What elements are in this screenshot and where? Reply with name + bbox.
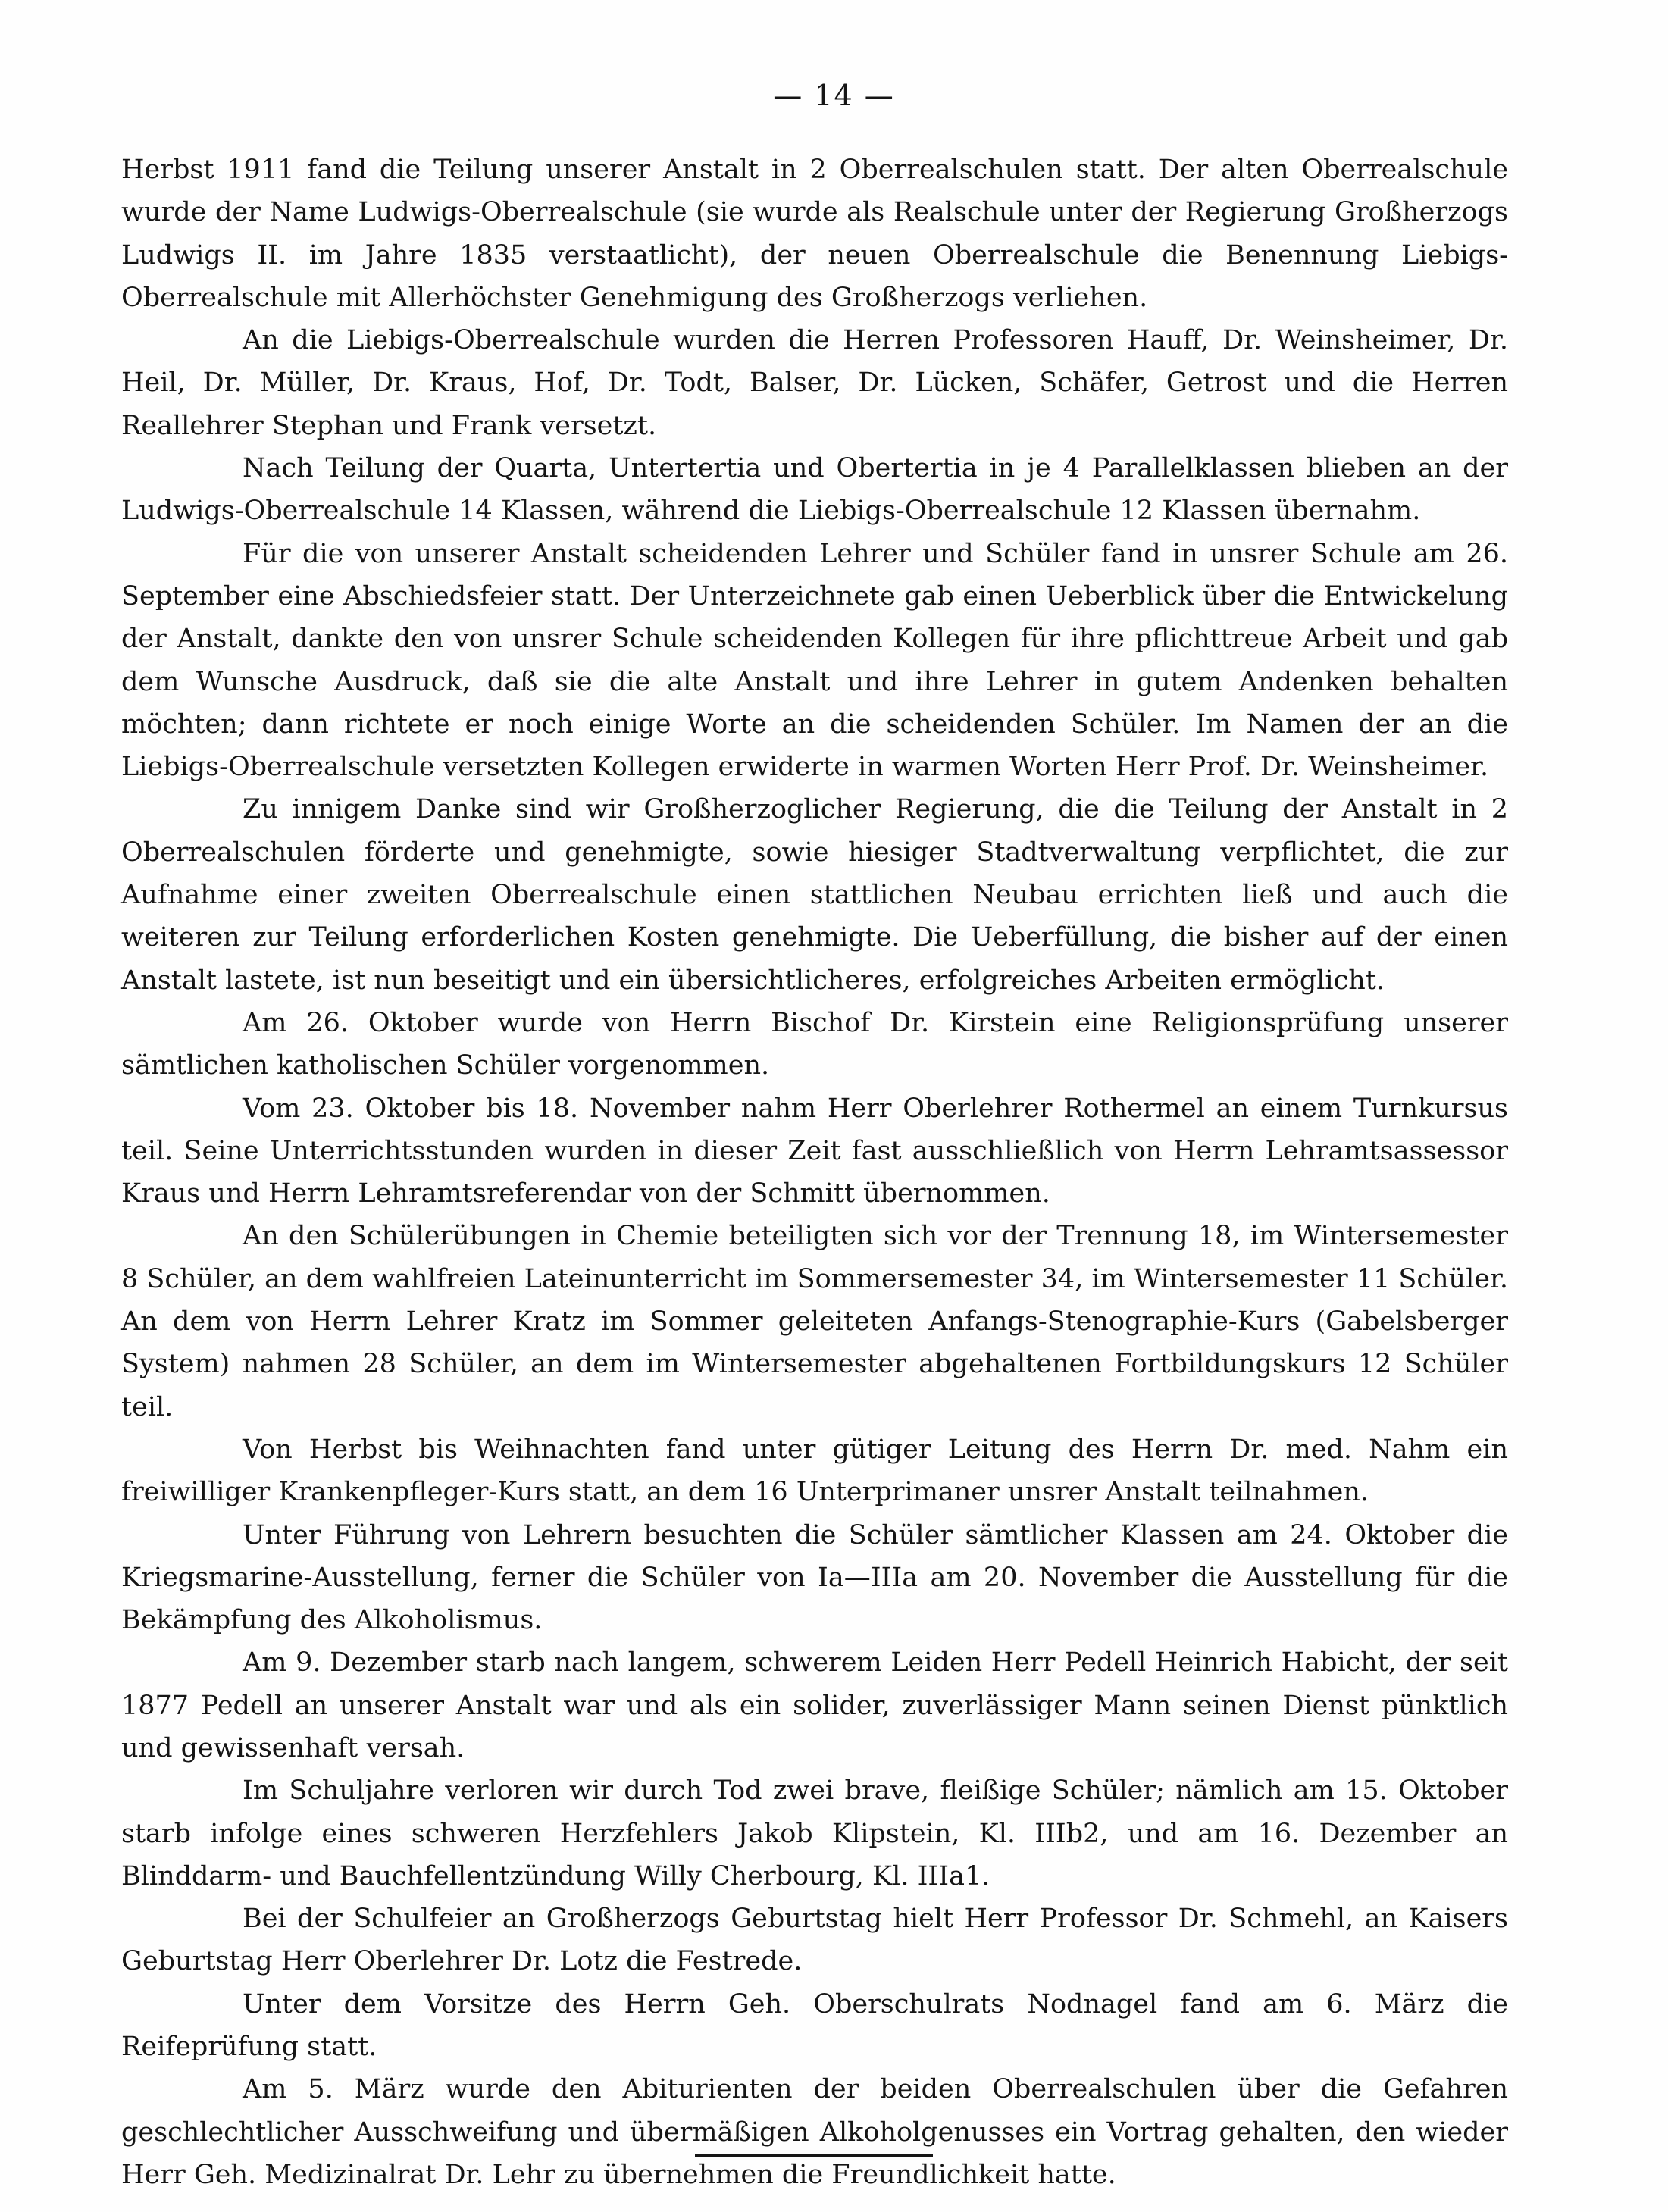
paragraph-thanks: Zu innigem Danke sind wir Großherzoglicher Regierung, die die Teilung der Anstalt in 2 Oberrealschulen förderte und genehmigte, sowie hiesiger Stadtverwaltung verpflichtet, die zur Aufnahme einer zweiten Oberrealschule einen stattlichen Neubau errichten ließ und auch die weiteren zur Teilung erforderlichen Kosten genehmigte. Die Ueberfüllung, die bisher auf der einen Anstalt lastete, ist nun beseitigt und ein übersichtlicheres, erfolgreiches Arbeiten ermöglicht. — [121, 794, 1508, 996]
paragraph-final-exam: Unter dem Vorsitze des Herrn Geh. Oberschulrats Nodnagel fand am 6. März die Reifeprüfung statt. — [121, 1988, 1508, 2063]
page-number: — 14 — — [773, 79, 895, 112]
paragraph-nursing-course: Von Herbst bis Weihnachten fand unter gütiger Leitung des Herrn Dr. med. Nahm ein freiwilliger Krankenpfleger-Kurs statt, an dem 16 Unterprimaner unsrer Anstalt teilnahmen. — [121, 1434, 1508, 1508]
end-rule-divider — [695, 2154, 933, 2157]
paragraph-religion-exam: Am 26. Oktober wurde von Herrn Bischof Dr. Kirstein eine Religionsprüfung unserer sämtlichen katholischen Schüler vorgenommen. — [121, 1007, 1508, 1081]
paragraph-school-division: Herbst 1911 fand die Teilung unserer Anstalt in 2 Oberrealschulen statt. Der alten Oberrealschule wurde der Name Ludwigs-Oberrealschule (sie wurde als Realschule unter der Regierung Großherzogs Ludwigs II. im Jahre 1835 verstaatlicht), der neuen Oberrealschule die Benennung Liebigs-Oberrealschule mit Allerhöchster Genehmigung des Großherzogs verliehen. — [121, 155, 1508, 313]
paragraph-lecture: Am 5. März wurde den Abiturienten der beiden Oberrealschulen über die Gefahren geschlechtlicher Ausschweifung und übermäßigen Alkoholgenusses ein Vortrag gehalten, den wieder Herr Geh. Medizinalrat Dr. Lehr zu übernehmen die Freundlichkeit hatte. — [121, 2074, 1508, 2190]
paragraph-transferred-teachers: An die Liebigs-Oberrealschule wurden die Herren Professoren Hauff, Dr. Weinsheimer, Dr. Heil, Dr. Müller, Dr. Kraus, Hof, Dr. Todt, Balser, Dr. Lücken, Schäfer, Getrost und die Herren Reallehrer Stephan und Frank versetzt. — [121, 325, 1508, 441]
paragraph-student-exercises: An den Schülerübungen in Chemie beteiligten sich vor der Trennung 18, im Wintersemester 8 Schüler, an dem wahlfreien Lateinunterricht im Sommersemester 34, im Wintersemester 11 Schüler. An dem von Herrn Lehrer Kratz im Sommer geleiteten Anfangs-Stenographie-Kurs (Gabelsberger System) nahmen 28 Schüler, an dem im Wintersemester abgehaltenen Fortbildungskurs 12 Schüler teil. — [121, 1221, 1508, 1422]
body-text — [121, 149, 1508, 2196]
paragraph-class-division: Nach Teilung der Quarta, Untertertia und Obertertia in je 4 Parallelklassen blieben an der Ludwigs-Oberrealschule 14 Klassen, während die Liebigs-Oberrealschule 12 Klassen übernahm. — [121, 453, 1508, 527]
paragraph-birthday-celebrations: Bei der Schulfeier an Großherzogs Geburtstag hielt Herr Professor Dr. Schmehl, an Kaisers Geburtstag Herr Oberlehrer Dr. Lotz die Festrede. — [121, 1904, 1508, 1977]
paragraph-janitor-death: Am 9. Dezember starb nach langem, schwerem Leiden Herr Pedell Heinrich Habicht, der seit 1877 Pedell an unserer Anstalt war und als ein solider, zuverlässiger Mann seinen Dienst pünktlich und gewissenhaft versah. — [121, 1647, 1508, 1763]
paragraph-student-deaths: Im Schuljahre verloren wir durch Tod zwei brave, fleißige Schüler; nämlich am 15. Oktober starb infolge eines schweren Herzfehlers Jakob Klipstein, Kl. IIIb2, und am 16. Dezember an Blinddarm- und Bauchfellentzündung Willy Cherbourg, Kl. IIIa1. — [121, 1776, 1508, 1891]
paragraph-farewell-ceremony: Für die von unserer Anstalt scheidenden Lehrer und Schüler fand in unsrer Schule am 26. September eine Abschiedsfeier statt. Der Unterzeichnete gab einen Ueberblick über die Entwickelung der Anstalt, dankte den von unsrer Schule scheidenden Kollegen für ihre pflichttreue Arbeit und gab dem Wunsche Ausdruck, daß sie die alte Anstalt und ihre Lehrer in gutem Andenken behalten möchten; dann richtete er noch einige Worte an die scheidenden Schüler. Im Namen der an die Liebigs-Oberrealschule versetzten Kollegen erwiderte in warmen Worten Herr Prof. Dr. Weinsheimer. — [121, 538, 1508, 783]
paragraph-exhibitions: Unter Führung von Lehrern besuchten die Schüler sämtlicher Klassen am 24. Oktober die Kriegsmarine-Ausstellung, ferner die Schüler von Ia—IIIa am 20. November die Ausstellung für die Bekämpfung des Alkoholismus. — [121, 1519, 1508, 1636]
paragraph-gymnastics-course: Vom 23. Oktober bis 18. November nahm Herr Oberlehrer Rothermel an einem Turnkursus teil. Seine Unterrichtsstunden wurden in dieser Zeit fast ausschließlich von Herrn Lehramtsassessor Kraus und Herrn Lehramtsreferendar von der Schmitt übernommen. — [121, 1093, 1508, 1209]
